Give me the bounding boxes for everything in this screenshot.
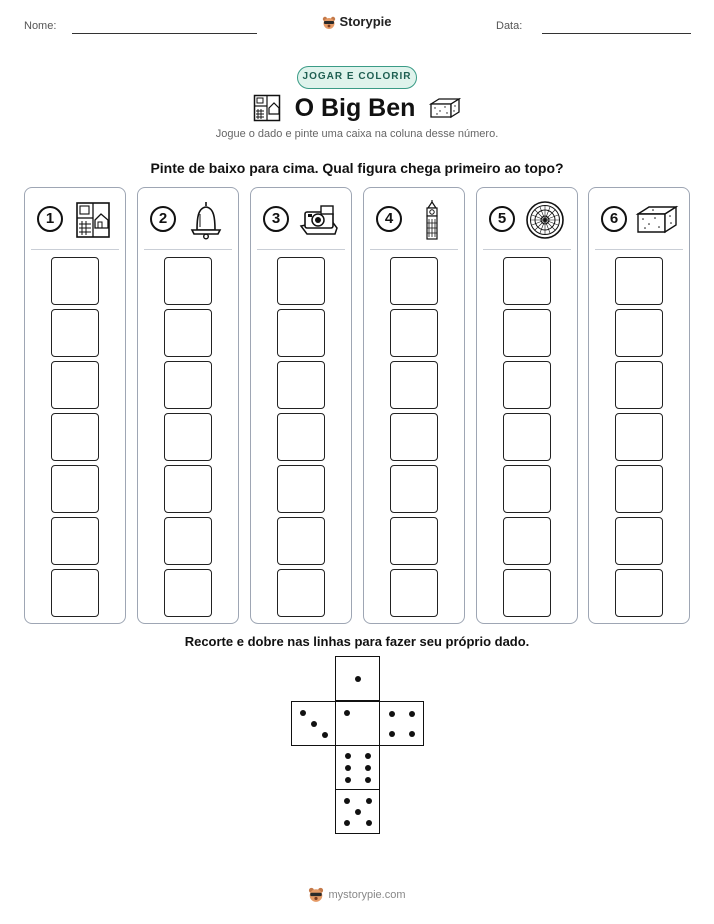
color-box[interactable] bbox=[51, 257, 99, 305]
pip bbox=[389, 731, 395, 737]
pip bbox=[355, 809, 361, 815]
map-icon bbox=[253, 94, 281, 122]
color-box[interactable] bbox=[51, 413, 99, 461]
pip bbox=[322, 732, 328, 738]
pip bbox=[344, 710, 350, 716]
subtitle: Jogue o dado e pinte uma caixa na coluna desse número. bbox=[215, 128, 499, 140]
color-box[interactable] bbox=[615, 361, 663, 409]
column-divider bbox=[144, 249, 232, 250]
pip bbox=[366, 820, 372, 826]
color-box[interactable] bbox=[390, 361, 438, 409]
column-6 bbox=[588, 187, 690, 624]
column-divider bbox=[31, 249, 119, 250]
brand-logo bbox=[0, 14, 714, 30]
color-box[interactable] bbox=[390, 257, 438, 305]
color-box[interactable] bbox=[51, 569, 99, 617]
color-box[interactable] bbox=[164, 257, 212, 305]
die-face-1-center bbox=[335, 701, 380, 746]
die-face-3 bbox=[291, 701, 336, 746]
brick-icon bbox=[635, 200, 679, 240]
column-number: 1 bbox=[37, 206, 63, 232]
page-title: O Big Ben bbox=[294, 93, 416, 122]
column-header bbox=[599, 200, 681, 240]
die-face-5 bbox=[335, 789, 380, 834]
pip bbox=[366, 798, 372, 804]
pip bbox=[344, 820, 350, 826]
column-header bbox=[487, 200, 569, 240]
date-label: Data: bbox=[496, 20, 523, 32]
pip bbox=[300, 710, 306, 716]
pip bbox=[345, 777, 351, 783]
column-divider bbox=[595, 249, 683, 250]
color-box[interactable] bbox=[390, 465, 438, 513]
color-box[interactable] bbox=[615, 413, 663, 461]
column-divider bbox=[257, 249, 345, 250]
color-box[interactable] bbox=[51, 361, 99, 409]
color-box[interactable] bbox=[277, 517, 325, 565]
round-window-icon bbox=[523, 200, 567, 240]
column-header bbox=[374, 200, 456, 240]
bear-logo-icon bbox=[308, 887, 324, 903]
pip bbox=[409, 711, 415, 717]
column-header bbox=[35, 200, 117, 240]
bell-icon bbox=[184, 200, 228, 240]
color-box[interactable] bbox=[390, 569, 438, 617]
pip bbox=[365, 765, 371, 771]
color-box[interactable] bbox=[51, 517, 99, 565]
color-box[interactable] bbox=[503, 569, 551, 617]
pip bbox=[344, 798, 350, 804]
activity-badge: JOGAR E COLORIR bbox=[297, 66, 417, 89]
color-box[interactable] bbox=[503, 465, 551, 513]
pip bbox=[365, 753, 371, 759]
pip bbox=[389, 711, 395, 717]
column-1 bbox=[24, 187, 126, 624]
column-number: 3 bbox=[263, 206, 289, 232]
color-box[interactable] bbox=[277, 413, 325, 461]
color-box[interactable] bbox=[503, 413, 551, 461]
column-header bbox=[261, 200, 343, 240]
column-number: 6 bbox=[601, 206, 627, 232]
pip bbox=[355, 676, 361, 682]
color-box[interactable] bbox=[51, 465, 99, 513]
brick-icon bbox=[429, 96, 461, 120]
color-box[interactable] bbox=[503, 517, 551, 565]
color-box[interactable] bbox=[164, 309, 212, 357]
column-divider bbox=[483, 249, 571, 250]
color-box[interactable] bbox=[164, 517, 212, 565]
die-face-1 bbox=[335, 656, 380, 701]
footer-url: mystorypie.com bbox=[328, 888, 406, 901]
column-2 bbox=[137, 187, 239, 624]
race-columns bbox=[24, 187, 690, 624]
pip bbox=[345, 753, 351, 759]
color-box[interactable] bbox=[615, 465, 663, 513]
color-box[interactable] bbox=[277, 257, 325, 305]
color-box[interactable] bbox=[615, 309, 663, 357]
column-number: 5 bbox=[489, 206, 515, 232]
color-box[interactable] bbox=[164, 569, 212, 617]
color-box[interactable] bbox=[503, 361, 551, 409]
pip bbox=[311, 721, 317, 727]
color-box[interactable] bbox=[164, 361, 212, 409]
column-divider bbox=[370, 249, 458, 250]
name-line bbox=[72, 33, 257, 34]
camera-icon bbox=[297, 200, 341, 240]
tower-icon bbox=[410, 200, 454, 240]
column-number: 4 bbox=[376, 206, 402, 232]
color-box[interactable] bbox=[164, 465, 212, 513]
die-face-6 bbox=[335, 745, 380, 790]
color-box[interactable] bbox=[615, 569, 663, 617]
column-header bbox=[148, 200, 230, 240]
color-box[interactable] bbox=[277, 465, 325, 513]
name-label: Nome: bbox=[24, 20, 57, 32]
color-box[interactable] bbox=[390, 309, 438, 357]
map-icon bbox=[71, 200, 115, 240]
date-line bbox=[542, 33, 691, 34]
column-5 bbox=[476, 187, 578, 624]
pip bbox=[409, 731, 415, 737]
pip bbox=[365, 777, 371, 783]
die-face-4 bbox=[379, 701, 424, 746]
bear-logo-icon bbox=[322, 16, 336, 30]
color-box[interactable] bbox=[615, 517, 663, 565]
column-number: 2 bbox=[150, 206, 176, 232]
column-3 bbox=[250, 187, 352, 624]
cut-instruction: Recorte e dobre nas linhas para fazer seu próprio dado. bbox=[184, 634, 530, 649]
footer bbox=[0, 887, 714, 903]
color-box[interactable] bbox=[164, 413, 212, 461]
column-4 bbox=[363, 187, 465, 624]
color-box[interactable] bbox=[503, 309, 551, 357]
color-box[interactable] bbox=[277, 569, 325, 617]
color-box[interactable] bbox=[503, 257, 551, 305]
color-box[interactable] bbox=[277, 361, 325, 409]
color-box[interactable] bbox=[615, 257, 663, 305]
instruction: Pinte de baixo para cima. Qual figura chega primeiro ao topo? bbox=[150, 160, 564, 176]
color-box[interactable] bbox=[390, 517, 438, 565]
color-box[interactable] bbox=[390, 413, 438, 461]
pip bbox=[345, 765, 351, 771]
color-box[interactable] bbox=[277, 309, 325, 357]
title-row bbox=[0, 92, 714, 124]
color-box[interactable] bbox=[51, 309, 99, 357]
brand-name: Storypie bbox=[339, 14, 392, 29]
